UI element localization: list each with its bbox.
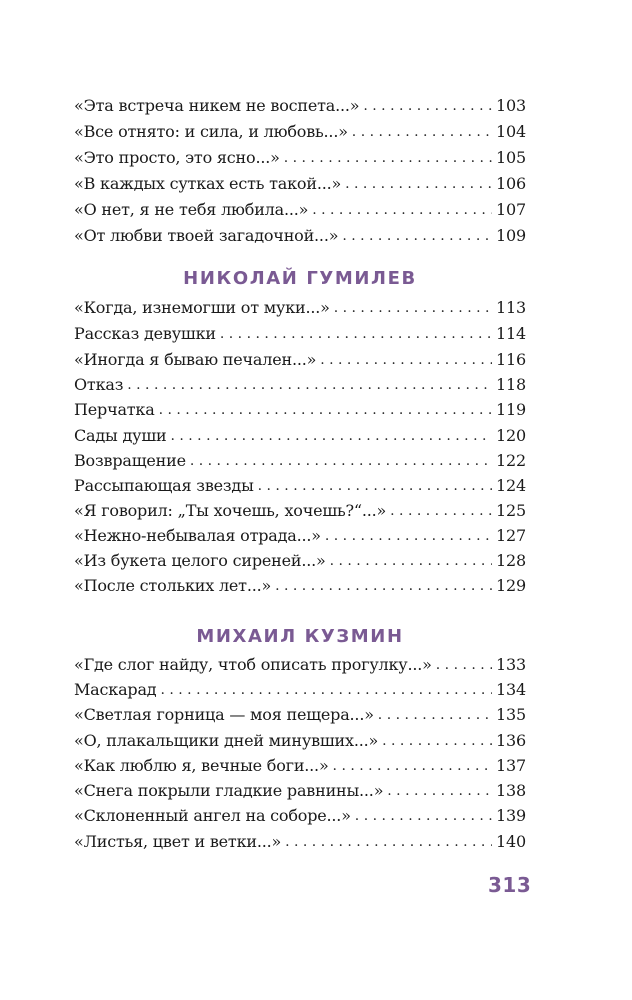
entry-title: «Эта встреча никем не воспета...» bbox=[74, 96, 360, 115]
entry-title: Маскарад bbox=[74, 680, 157, 699]
dot-leader bbox=[312, 200, 492, 220]
dot-leader bbox=[258, 476, 492, 496]
page-number: 313 bbox=[488, 873, 532, 897]
dot-leader bbox=[220, 324, 492, 344]
dot-leader bbox=[345, 174, 492, 194]
entry-page-number: 138 bbox=[496, 781, 526, 800]
entry-page-number: 109 bbox=[496, 226, 526, 245]
toc-entry bbox=[74, 551, 526, 572]
dot-leader bbox=[436, 655, 492, 675]
dot-leader bbox=[363, 96, 492, 116]
entry-title: «Листья, цвет и ветки...» bbox=[74, 832, 282, 851]
entry-title: «О нет, я не тебя любила...» bbox=[74, 200, 309, 219]
entry-page-number: 122 bbox=[496, 451, 526, 470]
toc-entry bbox=[74, 576, 526, 597]
entry-title: «Из букета целого сиреней...» bbox=[74, 551, 326, 570]
toc-entry bbox=[74, 705, 526, 726]
entry-title: «Это просто, это ясно...» bbox=[74, 148, 280, 167]
toc-entry bbox=[74, 200, 526, 221]
entry-title: Сады души bbox=[74, 426, 167, 445]
dot-leader bbox=[334, 298, 492, 318]
dot-leader bbox=[127, 375, 492, 395]
entry-page-number: 119 bbox=[496, 400, 526, 419]
dot-leader bbox=[190, 451, 492, 471]
toc-entry bbox=[74, 400, 526, 421]
entry-page-number: 120 bbox=[496, 426, 526, 445]
entry-page-number: 116 bbox=[496, 350, 526, 369]
toc-entry bbox=[74, 731, 526, 752]
entry-title: Рассказ девушки bbox=[74, 324, 216, 343]
entry-page-number: 139 bbox=[496, 806, 526, 825]
dot-leader bbox=[325, 526, 492, 546]
dot-leader bbox=[378, 705, 492, 725]
toc-entry bbox=[74, 832, 526, 853]
toc-entry bbox=[74, 350, 526, 371]
entry-title: «Когда, изнемогши от муки...» bbox=[74, 298, 330, 317]
entry-title: «От любви твоей загадочной...» bbox=[74, 226, 339, 245]
entry-page-number: 107 bbox=[496, 200, 526, 219]
entry-page-number: 134 bbox=[496, 680, 526, 699]
entry-page-number: 104 bbox=[496, 122, 526, 141]
entry-title: Рассыпающая звезды bbox=[74, 476, 254, 495]
entry-page-number: 133 bbox=[496, 655, 526, 674]
entry-page-number: 125 bbox=[496, 501, 526, 520]
toc-entry bbox=[74, 781, 526, 802]
toc-entry bbox=[74, 476, 526, 497]
dot-leader bbox=[382, 731, 492, 751]
entry-title: «Как люблю я, вечные боги...» bbox=[74, 756, 329, 775]
entry-page-number: 113 bbox=[496, 298, 526, 317]
toc-entry bbox=[74, 655, 526, 676]
toc-entry bbox=[74, 174, 526, 195]
toc-entry bbox=[74, 756, 526, 777]
entry-title: «Снега покрыли гладкие равнины...» bbox=[74, 781, 384, 800]
entry-page-number: 118 bbox=[496, 375, 526, 394]
entry-title: Отказ bbox=[74, 375, 124, 394]
entry-page-number: 129 bbox=[496, 576, 526, 595]
entry-page-number: 140 bbox=[496, 832, 526, 851]
entry-page-number: 114 bbox=[496, 324, 526, 343]
entry-title: «Светлая горница — моя пещера...» bbox=[74, 705, 374, 724]
dot-leader bbox=[330, 551, 492, 571]
dot-leader bbox=[159, 400, 492, 420]
entry-page-number: 137 bbox=[496, 756, 526, 775]
toc-entry bbox=[74, 324, 526, 345]
toc-entry bbox=[74, 426, 526, 447]
entry-title: «Склоненный ангел на соборе...» bbox=[74, 806, 351, 825]
entry-page-number: 124 bbox=[496, 476, 526, 495]
dot-leader bbox=[285, 832, 492, 852]
dot-leader bbox=[355, 806, 492, 826]
entry-page-number: 128 bbox=[496, 551, 526, 570]
dot-leader bbox=[387, 781, 492, 801]
entry-title: «Где слог найду, чтоб описать прогулку...» bbox=[74, 655, 432, 674]
entry-page-number: 106 bbox=[496, 174, 526, 193]
dot-leader bbox=[342, 226, 492, 246]
toc-entry bbox=[74, 226, 526, 247]
entry-title: «Нежно-небывалая отрада...» bbox=[74, 526, 321, 545]
toc-entry bbox=[74, 501, 526, 522]
toc-entry bbox=[74, 526, 526, 547]
toc-entry bbox=[74, 148, 526, 169]
section-heading-gumilev: НИКОЛАЙ ГУМИЛЕВ bbox=[183, 268, 417, 289]
entry-title: Возвращение bbox=[74, 451, 186, 470]
toc-entry bbox=[74, 806, 526, 827]
entry-page-number: 105 bbox=[496, 148, 526, 167]
dot-leader bbox=[333, 756, 493, 776]
toc-entry bbox=[74, 375, 526, 396]
toc-entry bbox=[74, 298, 526, 319]
entry-page-number: 135 bbox=[496, 705, 526, 724]
section-heading-kuzmin: МИХАИЛ КУЗМИН bbox=[196, 626, 404, 647]
entry-title: «Все отнято: и сила, и любовь...» bbox=[74, 122, 348, 141]
entry-page-number: 103 bbox=[496, 96, 526, 115]
entry-title: Перчатка bbox=[74, 400, 155, 419]
entry-title: «В каждых сутках есть такой...» bbox=[74, 174, 342, 193]
dot-leader bbox=[390, 501, 492, 521]
dot-leader bbox=[170, 426, 492, 446]
toc-entry bbox=[74, 451, 526, 472]
toc-entry bbox=[74, 122, 526, 143]
dot-leader bbox=[275, 576, 492, 596]
dot-leader bbox=[352, 122, 492, 142]
entry-page-number: 136 bbox=[496, 731, 526, 750]
entry-page-number: 127 bbox=[496, 526, 526, 545]
toc-entry bbox=[74, 680, 526, 701]
dot-leader bbox=[284, 148, 492, 168]
entry-title: «После стольких лет...» bbox=[74, 576, 272, 595]
dot-leader bbox=[320, 350, 492, 370]
entry-title: «Я говорил: „Ты хочешь, хочешь?“...» bbox=[74, 501, 387, 520]
toc-entry bbox=[74, 96, 526, 117]
dot-leader bbox=[160, 680, 492, 700]
entry-title: «Иногда я бываю печален...» bbox=[74, 350, 317, 369]
entry-title: «О, плакальщики дней минувших...» bbox=[74, 731, 379, 750]
